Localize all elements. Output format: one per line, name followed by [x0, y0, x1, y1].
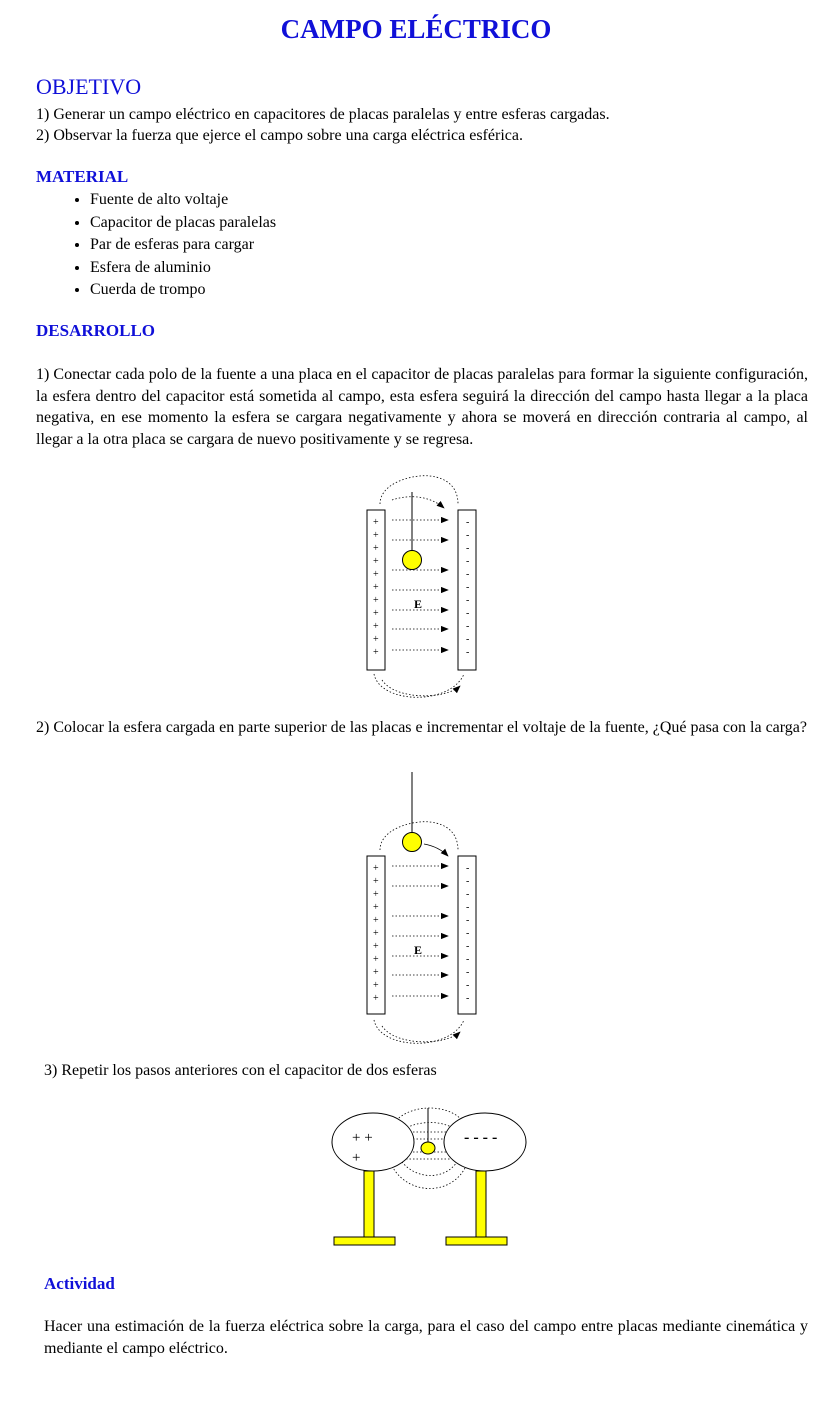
svg-text:+: + [373, 608, 379, 619]
svg-text:-: - [466, 993, 470, 1004]
svg-text:+: + [373, 993, 379, 1004]
svg-text:-: - [466, 556, 470, 567]
svg-text:+: + [373, 582, 379, 593]
svg-text:+: + [373, 941, 379, 952]
svg-text:+: + [373, 876, 379, 887]
field-label: E [414, 597, 423, 611]
capacitor-figure-2 [340, 770, 500, 1056]
svg-text:-: - [466, 608, 470, 619]
positive-sphere-label-2: + [352, 1150, 361, 1166]
objetivo-item-1: 1) Generar un campo eléctrico en capacitores de placas paralelas y entre esferas cargadas. [36, 106, 610, 123]
svg-text:+: + [373, 595, 379, 606]
step-1-paragraph: 1) Conectar cada polo de la fuente a una placa en el capacitor de placas paralelas para formar la siguiente configuración, la esfera dentro del capacitor está sometida al campo, esta esfera seguirá la dirección del campo hasta llegar a la placa negativa, en ese momento la esfera se cargara negativamente y ahora se moverá en dirección contraria al campo, al llegar a la otra placa se cargara de nuevo positivamente y se regresa. [36, 366, 808, 448]
svg-text:+: + [373, 915, 379, 926]
svg-text:+: + [373, 928, 379, 939]
svg-text:+: + [373, 954, 379, 965]
step-2-paragraph: 2) Colocar la esfera cargada en parte superior de las placas e incrementar el voltaje de la fuente, ¿Qué pasa con la carga? [36, 719, 808, 736]
capacitor-figure-1 [340, 474, 500, 710]
positive-sphere-label: + + [352, 1130, 373, 1146]
svg-text:+: + [373, 647, 379, 658]
svg-text:+: + [373, 863, 379, 874]
svg-text:-: - [466, 915, 470, 926]
svg-text:-: - [466, 543, 470, 554]
svg-text:-: - [466, 928, 470, 939]
svg-text:-: - [466, 876, 470, 887]
material-item: • Cuerda de trompo [90, 279, 276, 302]
svg-text:+: + [373, 902, 379, 913]
svg-text:+: + [373, 556, 379, 567]
svg-text:-: - [466, 569, 470, 580]
objetivo-heading: OBJETIVO [36, 74, 142, 99]
material-item: • Fuente de alto voltaje [90, 189, 276, 212]
svg-text:-: - [466, 941, 470, 952]
svg-text:-: - [466, 902, 470, 913]
page-title: CAMPO ELÉCTRICO [280, 14, 552, 44]
objetivo-item-2: 2) Observar la fuerza que ejerce el campo sobre una carga eléctrica esférica. [36, 127, 523, 144]
svg-text:+: + [373, 889, 379, 900]
svg-text:+: + [373, 569, 379, 580]
material-list [36, 189, 276, 302]
svg-text:+: + [373, 543, 379, 554]
actividad-heading: Actividad [44, 1274, 115, 1293]
step-3-paragraph: 3) Repetir los pasos anteriores con el capacitor de dos esferas [44, 1062, 437, 1079]
material-heading: MATERIAL [36, 167, 129, 186]
svg-text:-: - [466, 980, 470, 991]
desarrollo-heading: DESARROLLO [36, 321, 156, 340]
svg-text:+: + [373, 621, 379, 632]
svg-text:-: - [466, 889, 470, 900]
svg-text:-: - [466, 967, 470, 978]
negative-sphere-label: - - - - [464, 1129, 498, 1146]
svg-text:-: - [466, 863, 470, 874]
two-sphere-capacitor-figure [326, 1096, 534, 1252]
actividad-paragraph: Hacer una estimación de la fuerza eléctrica sobre la carga, para el caso del campo entre placas mediante cinemática y mediante el campo eléctrico. [44, 1318, 808, 1357]
svg-text:-: - [466, 647, 470, 658]
svg-text:+: + [373, 634, 379, 645]
svg-text:-: - [466, 530, 470, 541]
svg-text:-: - [466, 621, 470, 632]
svg-text:-: - [466, 954, 470, 965]
svg-text:+: + [373, 980, 379, 991]
svg-text:-: - [466, 634, 470, 645]
svg-text:+: + [373, 517, 379, 528]
svg-text:-: - [466, 517, 470, 528]
field-label-2: E [414, 943, 423, 957]
svg-text:+: + [373, 530, 379, 541]
material-item: • Par de esferas para cargar [90, 234, 276, 257]
material-item: • Esfera de aluminio [90, 257, 276, 280]
material-item: • Capacitor de placas paralelas [90, 212, 276, 235]
svg-text:-: - [466, 595, 470, 606]
svg-text:-: - [466, 582, 470, 593]
svg-text:+: + [373, 967, 379, 978]
